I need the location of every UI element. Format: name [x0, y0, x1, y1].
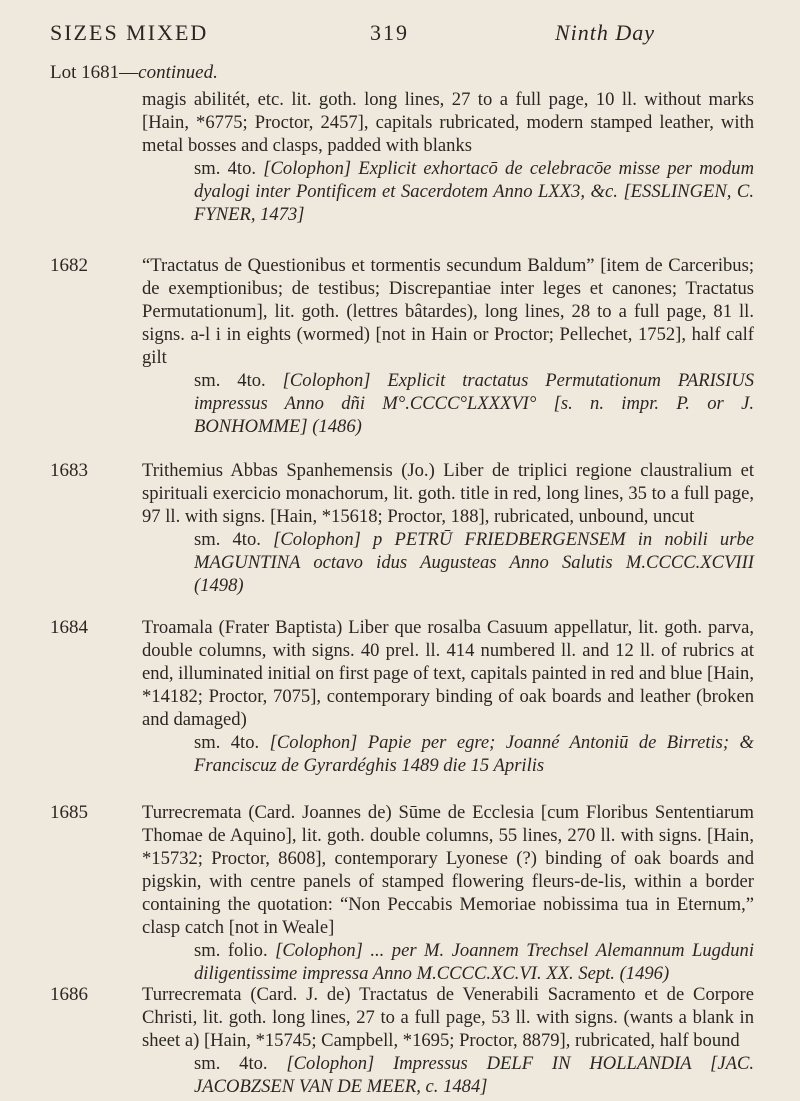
entry-format: sm. 4to.	[194, 1053, 268, 1074]
entry-format: sm. folio.	[194, 940, 268, 961]
lot-continued-heading	[50, 62, 218, 84]
entry-body	[142, 88, 754, 226]
colophon-text: [Colophon] p PETRŪ FRIEDBERGENSEM in nobili urbe MAGUNTINA octavo idus Augusteas Anno Salutis M.CCCC.XCVIII (1498)	[194, 529, 754, 596]
entry-colophon	[142, 939, 754, 985]
entry-colophon	[142, 369, 754, 438]
entry-colophon	[142, 731, 754, 777]
entry-description: Turrecremata (Card. J. de) Tractatus de Venerabili Sacramento et de Corpore Christi, lit. goth. long lines, 27 to a full page, 53 ll. with signs. (wants a blank in sheet a) [Hain, *15745; Campbell, *1695; Proctor, 8879], rubricated, half bound	[142, 984, 754, 1051]
entry-description: Turrecremata (Card. Joannes de) Sūme de Ecclesia [cum Floribus Sententiarum Thomae de Aquino], lit. goth. double columns, 55 lines, 270 ll. with signs. [Hain, *15732; Proctor, 8608], contemporary Lyonese (?) binding of oak boards and pigskin, with centre panels of stamped flowering fleurs-de-lis, within a border containing the quotation: “Non Peccabis Memoriae nobissima tua in Eternum,” clasp catch [not in Weale]	[142, 802, 754, 938]
entry-format: sm. 4to.	[194, 732, 260, 753]
lot-number: 1683	[50, 460, 88, 481]
colophon-text: [Colophon] Explicit tractatus Permutationum PARISIUS impressus Anno dñi M°.CCCC°LXXXVI° [s. n. impr. P. or J. BONHOMME] (1486)	[194, 370, 754, 437]
entry-body	[142, 254, 754, 438]
entry-format: sm. 4to.	[194, 370, 266, 391]
page-number: 319	[370, 20, 409, 45]
lot-heading-suffix: continued.	[138, 62, 218, 83]
header-section-title: SIZES MIXED	[50, 20, 209, 45]
colophon-text: [Colophon] Papie per egre; Joanné Antoniū de Birretis; & Franciscuz de Gyrardéghis 1489 die 15 Aprilis	[194, 732, 754, 776]
entry-format: sm. 4to.	[194, 529, 261, 550]
lot-number: 1686	[50, 984, 88, 1005]
lot-number: 1685	[50, 802, 88, 823]
entry-colophon	[142, 157, 754, 226]
lot-number: 1682	[50, 255, 88, 276]
entry-body	[142, 616, 754, 777]
entry-body	[142, 459, 754, 597]
entry-colophon	[142, 528, 754, 597]
lot-heading-prefix: Lot 1681—	[50, 62, 139, 83]
entry-description: “Tractatus de Questionibus et tormentis secundum Baldum” [item de Carceribus; de exemptionibus; de testibus; Discrepantiae inter leges et canones; Tractatus Permutationum], lit. goth. (lettres bâtardes), long lines, 28 to a full page, 81 ll. signs. a-l i in eights (wormed) [not in Hain or Proctor; Pellechet, 1752], half calf gilt	[142, 255, 754, 368]
entry-description: Trithemius Abbas Spanhemensis (Jo.) Liber de triplici regione claustralium et spirituali exercicio monachorum, lit. goth. title in red, long lines, 35 to a full page, 97 ll. with signs. [Hain, *15618; Proctor, 188], rubricated, unbound, uncut	[142, 460, 754, 527]
colophon-text: [Colophon] ... per M. Joannem Trechsel Alemannum Lugduni diligentissime impressa Anno M.CCCC.XC.VI. XX. Sept. (1496)	[194, 940, 754, 984]
colophon-text: [Colophon] Impressus DELF IN HOLLANDIA [JAC. JACOBZSEN VAN DE MEER, c. 1484]	[194, 1053, 755, 1097]
colophon-text: [Colophon] Explicit exhortacō de celebracōe misse per modum dyalogi inter Pontificem et Sacerdotem Anno LXX3, &c. [ESSLINGEN, C. FYNER, 1473]	[194, 158, 754, 225]
entry-format: sm. 4to.	[194, 158, 257, 179]
running-header	[50, 20, 740, 52]
entry-description: magis abilitét, etc. lit. goth. long lines, 27 to a full page, 10 ll. without marks [Hain, *6775; Proctor, 2457], capitals rubricated, modern stamped leather, with metal bosses and clasps, padded with blanks	[142, 89, 754, 156]
lot-number: 1684	[50, 617, 88, 638]
entry-body	[142, 801, 754, 985]
entry-body	[142, 983, 754, 1098]
entry-description: Troamala (Frater Baptista) Liber que rosalba Casuum appellatur, lit. goth. parva, double columns, with signs. 40 prel. ll. 414 numbered ll. and 12 ll. of rubrics at end, illuminated initial on first page of text, capitals painted in red and blue [Hain, *14182; Proctor, 7075], contemporary binding of oak boards and leather (broken and damaged)	[142, 617, 754, 730]
header-day: Ninth Day	[555, 20, 656, 45]
entry-colophon	[142, 1052, 754, 1098]
